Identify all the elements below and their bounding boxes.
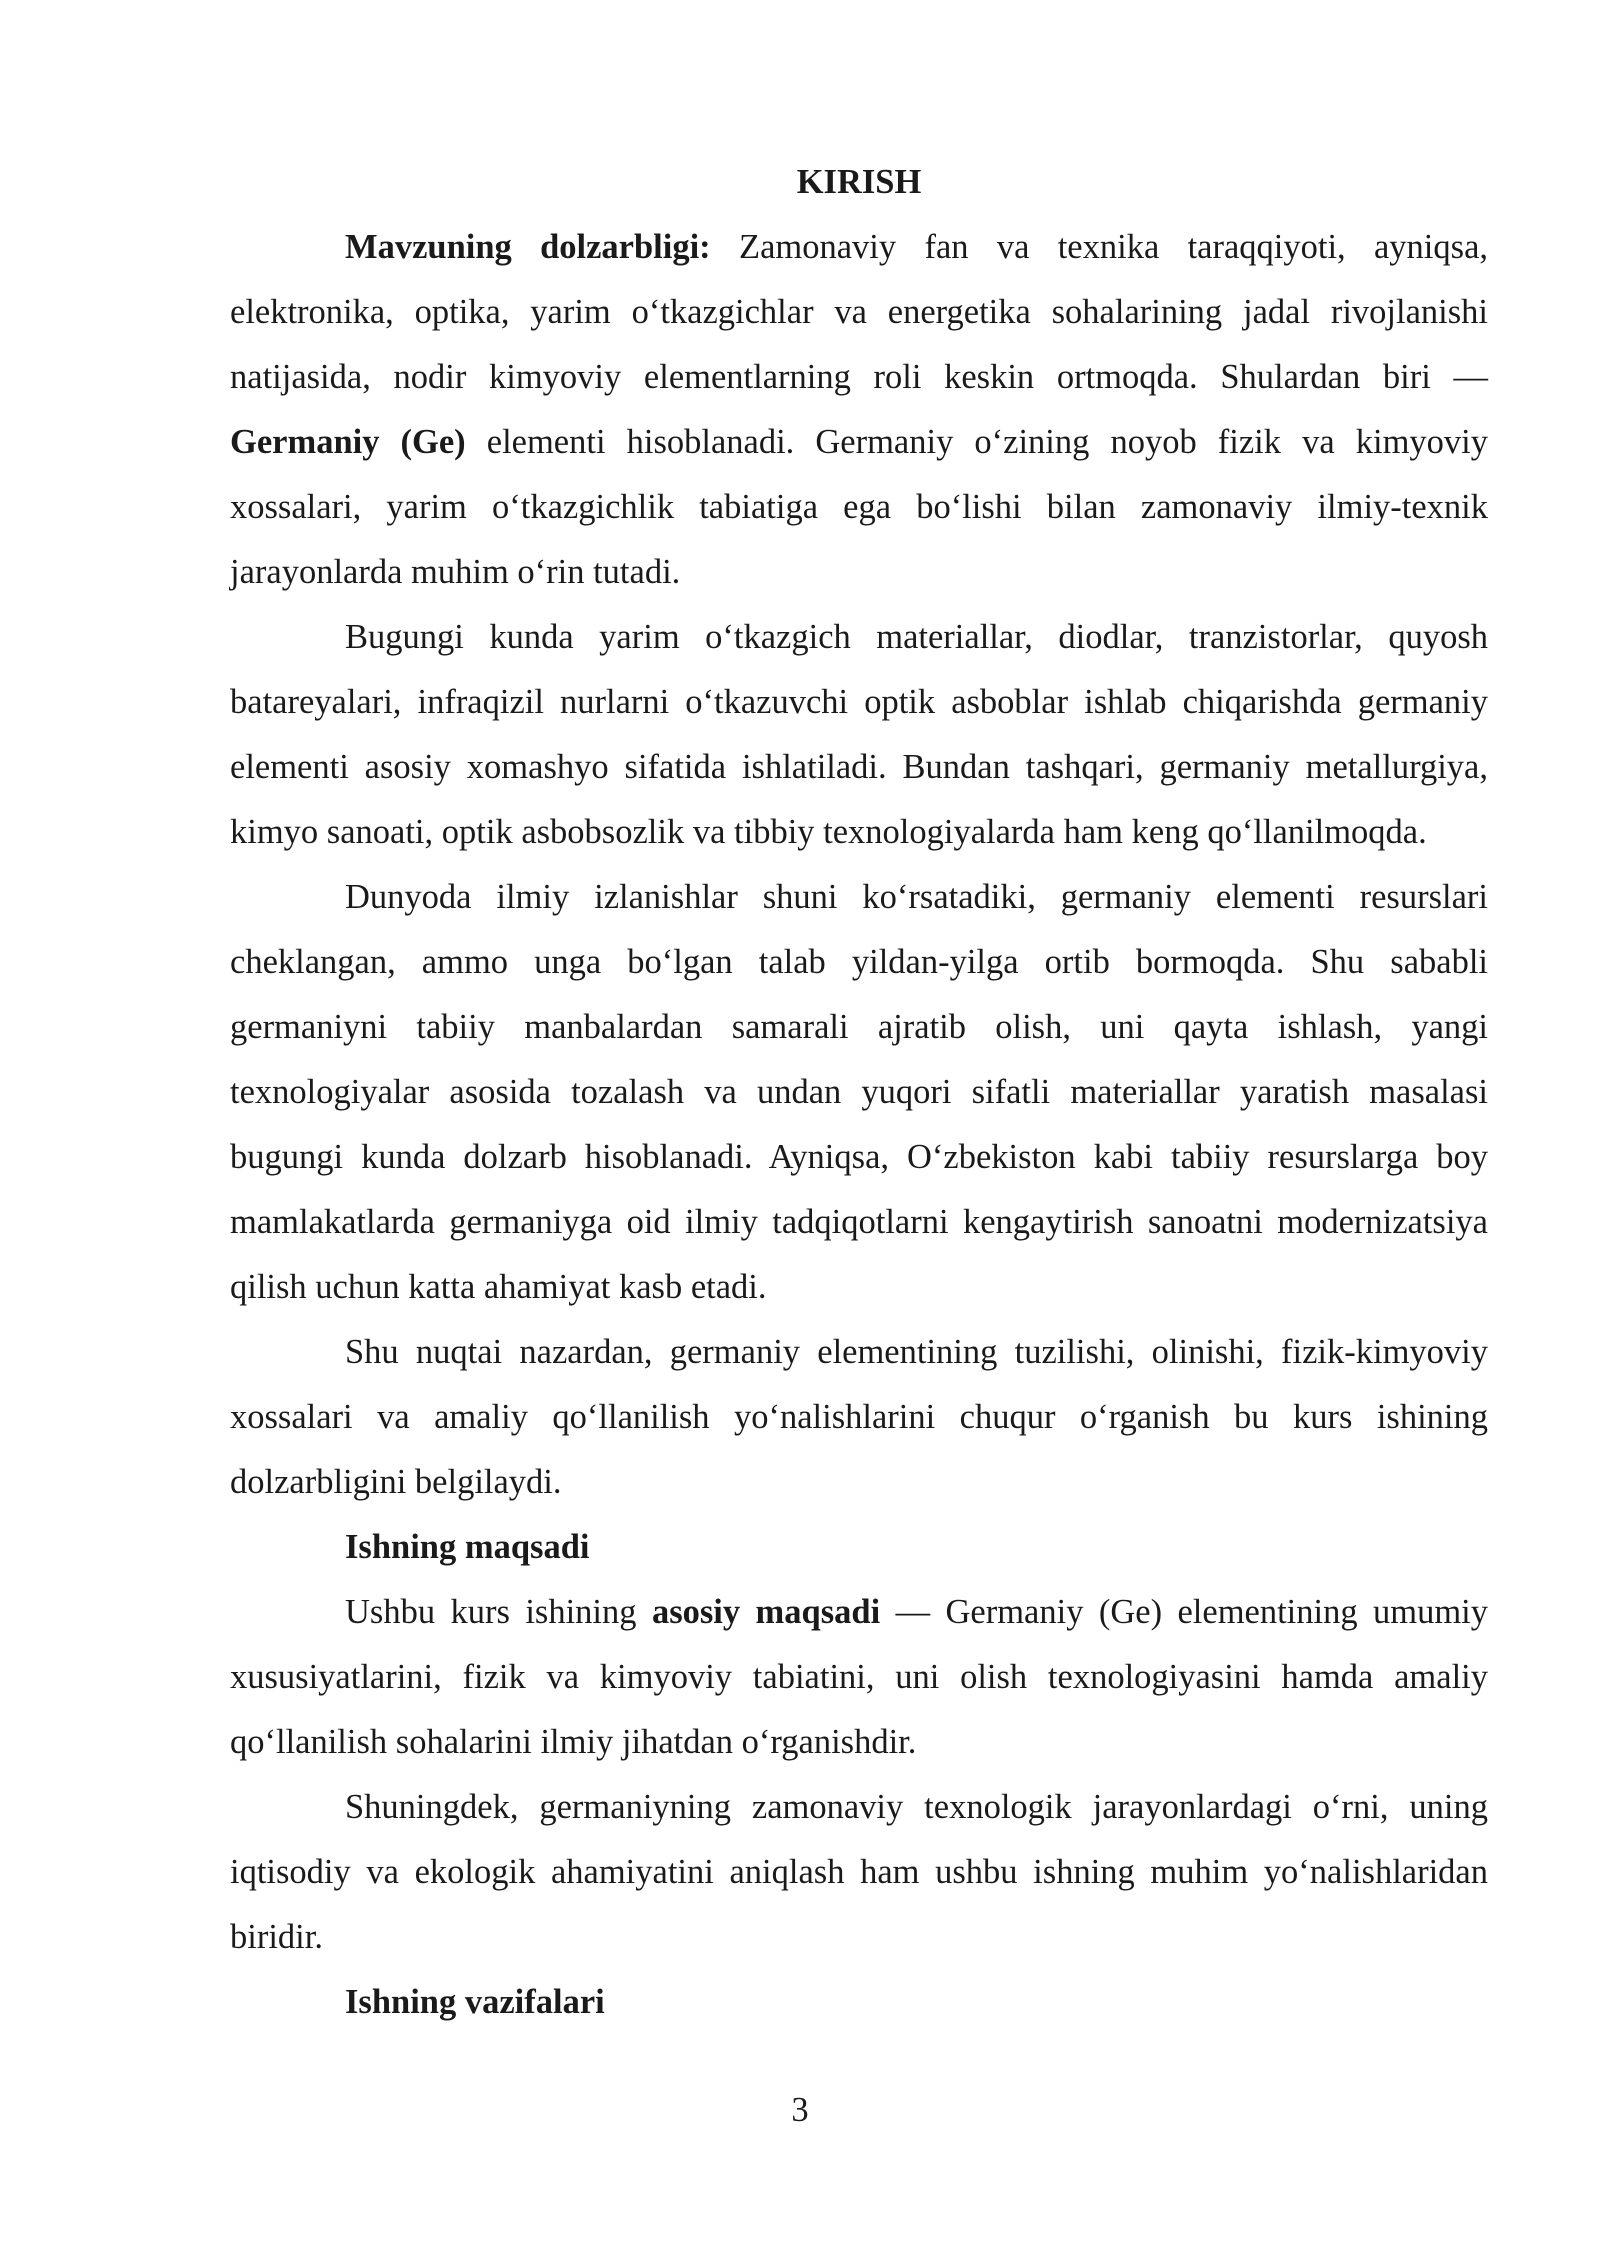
- heading-tasks: Ishning vazifalari: [345, 1983, 605, 2021]
- germanium-term: Germaniy (Ge): [230, 423, 466, 461]
- paragraph-applications: Bugungi kunda yarim o‘tkazgich materiallar, diodlar, tranzistorlar, quyosh batareyalari, infraqizil nurlarni o‘tkazuvchi optik asboblar ishlab chiqarishda germaniy elementi asosiy xomashyo sifatida ishlatiladi. Bundan tashqari, germaniy metallurgiya, kimyo sanoati, optik asbobsozlik va tibbiy texnologiyalarda ham keng qo‘llanilmoqda.: [230, 618, 1488, 851]
- relevance-label: Mavzuning dolzarbligi:: [345, 228, 711, 266]
- paragraph-resources: Dunyoda ilmiy izlanishlar shuni ko‘rsatadiki, germaniy elementi resurslari cheklangan, ammo unga bo‘lgan talab yildan-yilga ortib bormoqda. Shu sababli germaniyni tabiiy manbalardan samarali ajratib olish, uni qayta ishlash, yangi texnologiyalar asosida tozalash va undan yuqori sifatli materiallar yaratish masalasi bugungi kunda dolzarb hisoblanadi. Ayniqsa, O‘zbekiston kabi tabiiy resurslarga boy mamlakatlarda germaniyga oid ilmiy tadqiqotlarni kengaytirish sanoatni modernizatsiya qilish uchun katta ahamiyat kasb etadi.: [230, 878, 1488, 1306]
- paragraph-text: Ushbu kurs ishining: [345, 1593, 652, 1631]
- paragraph-goal-extra: Shuningdek, germaniyning zamonaviy texnologik jarayonlardagi o‘rni, uning iqtisodiy va ekologik ahamiyatini aniqlash ham ushbu ishning muhim yo‘nalishlaridan biridir.: [230, 1788, 1488, 1956]
- page-title: KIRISH: [796, 163, 922, 201]
- paragraph-text: elementi hisoblanadi. Germaniy o‘zining noyob fizik va kimyoviy xossalari, yarim o‘tkazgichlik tabiatiga ega bo‘lishi bilan zamonaviy ilmiy-texnik jarayonlarda muhim o‘rin tutadi.: [230, 423, 1488, 591]
- page-number: 3: [791, 2091, 809, 2129]
- heading-goal: Ishning maqsadi: [345, 1528, 590, 1566]
- paragraph-relevance-summary: Shu nuqtai nazardan, germaniy elementining tuzilishi, olinishi, fizik-kimyoviy xossalari va amaliy qo‘llanilish yo‘nalishlarini chuqur o‘rganish bu kurs ishining dolzarbligini belgilaydi.: [230, 1333, 1488, 1501]
- paragraph-relevance: [230, 215, 1488, 605]
- main-goal-term: asosiy maqsadi: [651, 1593, 881, 1631]
- paragraph-goal: [230, 1580, 1488, 1775]
- paragraph-text: — Germaniy (Ge) elementining umumiy xususiyatlarini, fizik va kimyoviy tabiatini, uni olish texnologiyasini hamda amaliy qo‘llanilish sohalarini ilmiy jihatdan o‘rganishdir.: [230, 1593, 1489, 1761]
- page-content: [230, 150, 1488, 2035]
- paragraph-text: Zamonaviy fan va texnika taraqqiyoti, ayniqsa, elektronika, optika, yarim o‘tkazgichlar va energetika sohalarining jadal rivojlanishi natijasida, nodir kimyoviy elementlarning roli keskin ortmoqda. Shulardan biri —: [230, 228, 1489, 396]
